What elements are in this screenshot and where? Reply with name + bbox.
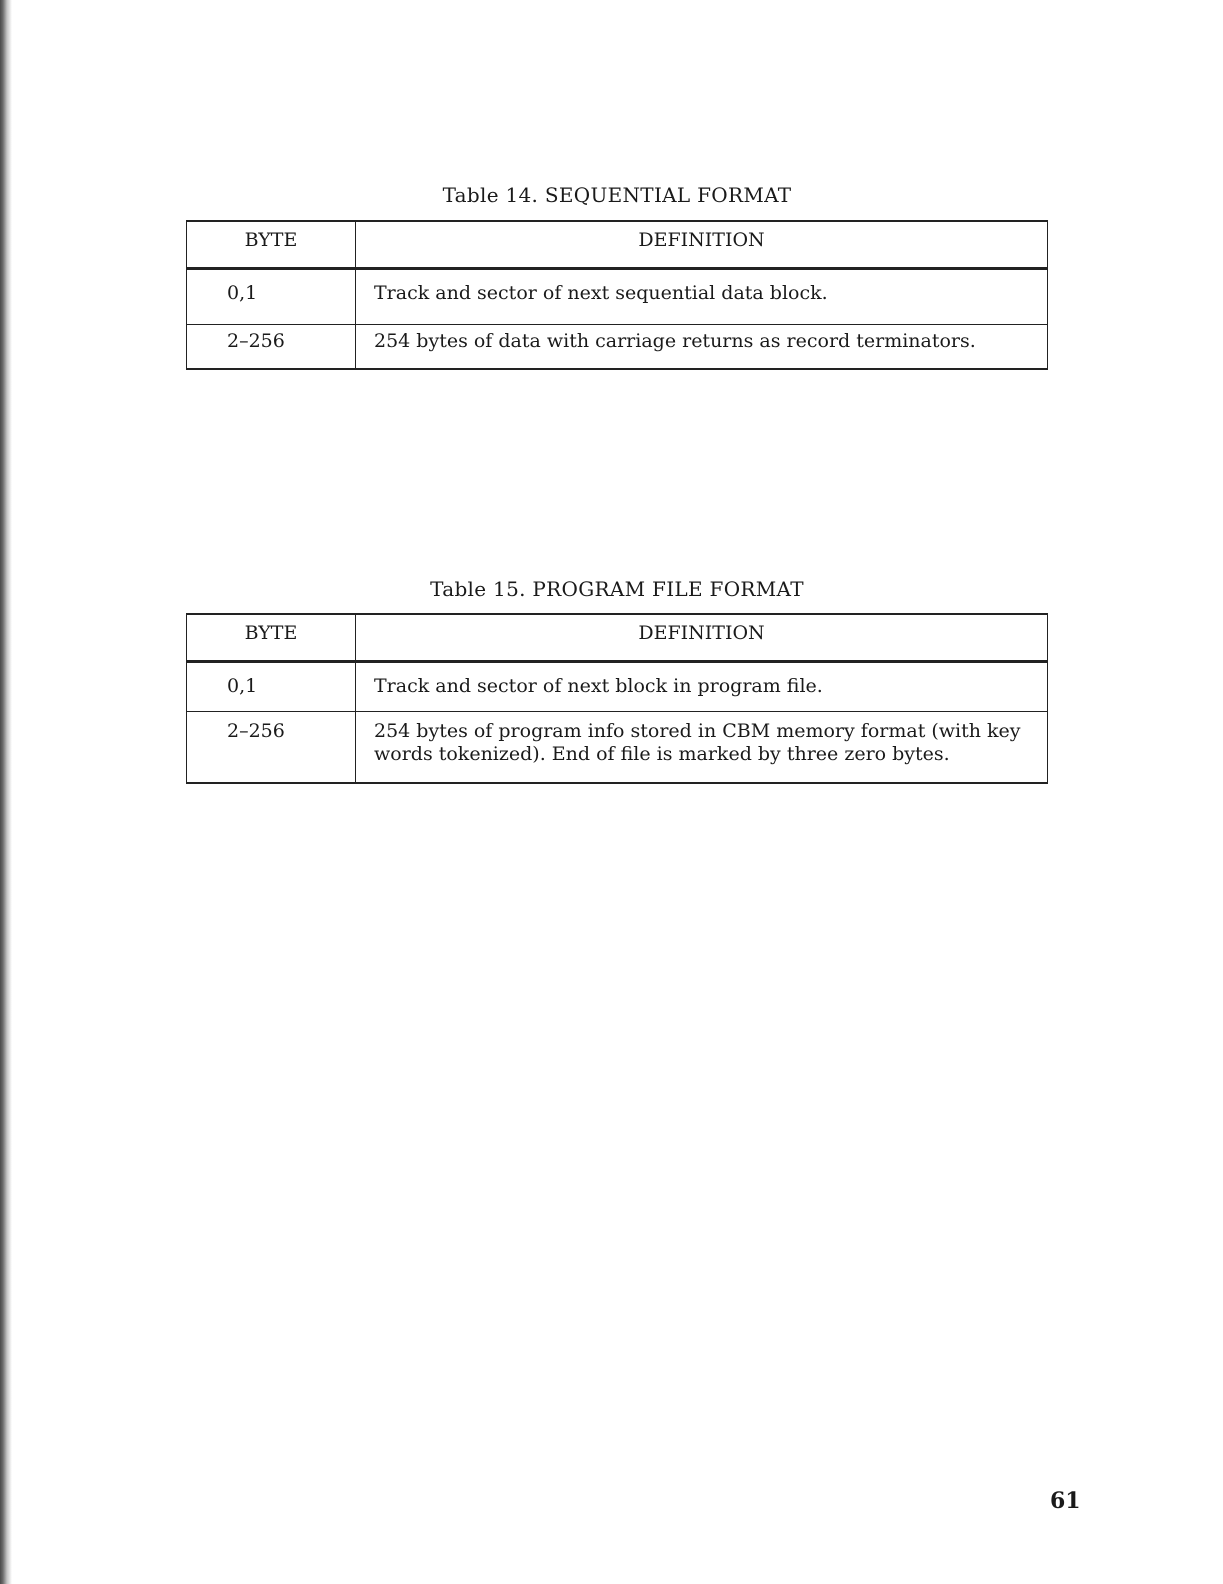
- page-number: 61: [1050, 1488, 1081, 1514]
- table-14-row-1-definition: Track and sector of next sequential data block.: [356, 269, 1048, 325]
- table-row: [187, 662, 1048, 712]
- table-15-header-byte: BYTE: [187, 614, 356, 662]
- table-15-row-2-byte: 2–256: [187, 712, 356, 784]
- table-15-program-file-format: [186, 613, 1048, 784]
- table-15-row-1-byte: 0,1: [187, 662, 356, 712]
- table-15-header-row: [187, 614, 1048, 662]
- table-14-header-definition: DEFINITION: [356, 221, 1048, 269]
- scan-edge-shadow: [0, 0, 12, 1584]
- table-15-row-1-definition: Track and sector of next block in program file.: [356, 662, 1048, 712]
- table-row: [187, 269, 1048, 325]
- table-row: [187, 325, 1048, 370]
- table-14-caption: Table 14. SEQUENTIAL FORMAT: [442, 183, 792, 207]
- table-14-header-byte: BYTE: [187, 221, 356, 269]
- table-row: [187, 712, 1048, 784]
- table-14-header-row: [187, 221, 1048, 269]
- table-15-caption: Table 15. PROGRAM FILE FORMAT: [430, 577, 804, 601]
- table-14-sequential-format: [186, 220, 1048, 370]
- table-15-header-definition: DEFINITION: [356, 614, 1048, 662]
- table-15-row-2-definition: 254 bytes of program info stored in CBM memory format (with key words tokenized). End of file is marked by three zero bytes.: [356, 712, 1048, 784]
- table-14-row-2-byte: 2–256: [187, 325, 356, 370]
- table-14-row-1-byte: 0,1: [187, 269, 356, 325]
- table-14-row-2-definition: 254 bytes of data with carriage returns as record terminators.: [356, 325, 1048, 370]
